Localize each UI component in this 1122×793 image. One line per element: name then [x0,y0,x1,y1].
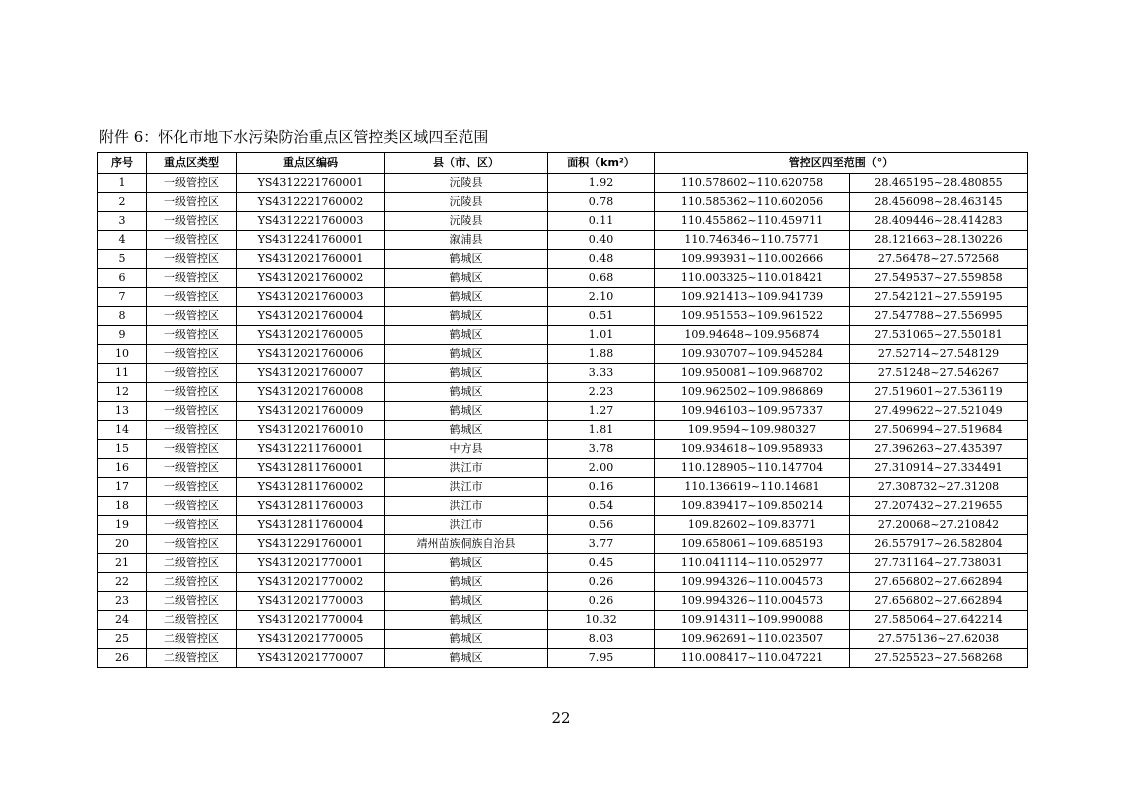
cell-county: 鹤城区 [385,345,548,364]
cell-zone-type: 一级管控区 [147,383,237,402]
cell-longitude-range: 109.9594~109.980327 [655,421,850,440]
header-county: 县（市、区） [385,153,548,174]
cell-zone-type: 一级管控区 [147,421,237,440]
cell-county: 鹤城区 [385,269,548,288]
cell-latitude-range: 28.409446~28.414283 [850,212,1028,231]
cell-index: 20 [98,535,147,554]
cell-index: 15 [98,440,147,459]
cell-index: 11 [98,364,147,383]
cell-zone-code: YS4312221760002 [237,193,385,212]
cell-zone-type: 一级管控区 [147,402,237,421]
cell-zone-code: YS4312811760001 [237,459,385,478]
cell-longitude-range: 109.658061~109.685193 [655,535,850,554]
cell-latitude-range: 27.51248~27.546267 [850,364,1028,383]
cell-area: 1.88 [548,345,655,364]
table-row [98,554,1028,573]
table-row [98,269,1028,288]
cell-county: 洪江市 [385,516,548,535]
cell-zone-code: YS4312021760010 [237,421,385,440]
cell-longitude-range: 109.994326~110.004573 [655,573,850,592]
cell-index: 24 [98,611,147,630]
cell-index: 3 [98,212,147,231]
cell-area: 0.54 [548,497,655,516]
cell-zone-type: 一级管控区 [147,497,237,516]
cell-longitude-range: 109.946103~109.957337 [655,402,850,421]
cell-index: 7 [98,288,147,307]
cell-latitude-range: 27.656802~27.662894 [850,573,1028,592]
cell-latitude-range: 27.506994~27.519684 [850,421,1028,440]
cell-index: 6 [98,269,147,288]
cell-latitude-range: 27.52714~27.548129 [850,345,1028,364]
table-row [98,611,1028,630]
cell-county: 鹤城区 [385,421,548,440]
cell-longitude-range: 109.962691~110.023507 [655,630,850,649]
cell-area: 0.26 [548,592,655,611]
cell-zone-type: 二级管控区 [147,649,237,668]
cell-latitude-range: 28.456098~28.463145 [850,193,1028,212]
cell-longitude-range: 109.82602~109.83771 [655,516,850,535]
table-row [98,459,1028,478]
cell-zone-type: 一级管控区 [147,440,237,459]
cell-index: 4 [98,231,147,250]
cell-county: 鹤城区 [385,611,548,630]
cell-latitude-range: 27.656802~27.662894 [850,592,1028,611]
cell-longitude-range: 109.914311~109.990088 [655,611,850,630]
cell-latitude-range: 27.499622~27.521049 [850,402,1028,421]
table-row [98,535,1028,554]
cell-latitude-range: 26.557917~26.582804 [850,535,1028,554]
cell-zone-code: YS4312021770007 [237,649,385,668]
cell-area: 1.81 [548,421,655,440]
cell-longitude-range: 109.921413~109.941739 [655,288,850,307]
cell-zone-code: YS4312021760001 [237,250,385,269]
cell-area: 0.51 [548,307,655,326]
cell-area: 2.00 [548,459,655,478]
cell-area: 0.26 [548,573,655,592]
cell-zone-code: YS4312811760004 [237,516,385,535]
control-zone-table [97,152,1028,668]
cell-zone-code: YS4312021760007 [237,364,385,383]
cell-area: 0.48 [548,250,655,269]
table-row [98,193,1028,212]
cell-index: 1 [98,174,147,193]
cell-longitude-range: 110.128905~110.147704 [655,459,850,478]
table-row [98,345,1028,364]
cell-area: 1.92 [548,174,655,193]
cell-zone-type: 一级管控区 [147,288,237,307]
cell-latitude-range: 27.542121~27.559195 [850,288,1028,307]
cell-index: 16 [98,459,147,478]
cell-zone-type: 一级管控区 [147,193,237,212]
cell-zone-type: 一级管控区 [147,212,237,231]
cell-longitude-range: 110.041114~110.052977 [655,554,850,573]
cell-index: 19 [98,516,147,535]
cell-zone-type: 二级管控区 [147,630,237,649]
cell-latitude-range: 27.308732~27.31208 [850,478,1028,497]
cell-index: 8 [98,307,147,326]
cell-zone-type: 一级管控区 [147,326,237,345]
cell-county: 鹤城区 [385,250,548,269]
cell-zone-type: 二级管控区 [147,611,237,630]
cell-longitude-range: 109.94648~109.956874 [655,326,850,345]
cell-index: 21 [98,554,147,573]
cell-index: 5 [98,250,147,269]
table-row [98,231,1028,250]
cell-zone-type: 一级管控区 [147,364,237,383]
cell-area: 8.03 [548,630,655,649]
cell-county: 溆浦县 [385,231,548,250]
cell-index: 25 [98,630,147,649]
cell-county: 鹤城区 [385,554,548,573]
cell-latitude-range: 27.519601~27.536119 [850,383,1028,402]
cell-latitude-range: 27.575136~27.62038 [850,630,1028,649]
cell-latitude-range: 27.547788~27.556995 [850,307,1028,326]
table-row [98,288,1028,307]
cell-county: 沅陵县 [385,174,548,193]
cell-zone-type: 二级管控区 [147,592,237,611]
table-row [98,630,1028,649]
cell-zone-code: YS4312021760008 [237,383,385,402]
table-row [98,383,1028,402]
table-row [98,649,1028,668]
cell-zone-code: YS4312021770003 [237,592,385,611]
cell-longitude-range: 110.136619~110.14681 [655,478,850,497]
cell-county: 鹤城区 [385,326,548,345]
cell-latitude-range: 27.525523~27.568268 [850,649,1028,668]
cell-latitude-range: 27.585064~27.642214 [850,611,1028,630]
cell-area: 7.95 [548,649,655,668]
cell-area: 10.32 [548,611,655,630]
cell-zone-code: YS4312241760001 [237,231,385,250]
cell-latitude-range: 27.731164~27.738031 [850,554,1028,573]
cell-zone-code: YS4312021760009 [237,402,385,421]
page-title: 附件 6：怀化市地下水污染防治重点区管控类区域四至范围 [99,128,489,146]
cell-area: 3.78 [548,440,655,459]
cell-zone-code: YS4312021770004 [237,611,385,630]
cell-index: 2 [98,193,147,212]
cell-zone-code: YS4312221760001 [237,174,385,193]
cell-latitude-range: 27.396263~27.435397 [850,440,1028,459]
cell-index: 17 [98,478,147,497]
cell-county: 洪江市 [385,478,548,497]
cell-longitude-range: 109.993931~110.002666 [655,250,850,269]
cell-latitude-range: 27.310914~27.334491 [850,459,1028,478]
page-number: 22 [551,709,571,727]
table-row [98,364,1028,383]
cell-zone-type: 一级管控区 [147,269,237,288]
cell-zone-type: 一级管控区 [147,174,237,193]
cell-zone-type: 一级管控区 [147,459,237,478]
cell-zone-type: 一级管控区 [147,535,237,554]
cell-latitude-range: 27.549537~27.559858 [850,269,1028,288]
cell-index: 26 [98,649,147,668]
cell-county: 中方县 [385,440,548,459]
cell-zone-code: YS4312021770002 [237,573,385,592]
cell-zone-code: YS4312211760001 [237,440,385,459]
cell-county: 鹤城区 [385,288,548,307]
table-row [98,402,1028,421]
cell-longitude-range: 110.746346~110.75771 [655,231,850,250]
cell-area: 0.11 [548,212,655,231]
cell-area: 2.10 [548,288,655,307]
table-row [98,212,1028,231]
cell-zone-code: YS4312021760004 [237,307,385,326]
table-row [98,497,1028,516]
cell-zone-code: YS4312021770005 [237,630,385,649]
cell-county: 鹤城区 [385,307,548,326]
table-row [98,592,1028,611]
cell-county: 鹤城区 [385,383,548,402]
cell-longitude-range: 110.008417~110.047221 [655,649,850,668]
cell-area: 3.33 [548,364,655,383]
cell-index: 18 [98,497,147,516]
cell-zone-code: YS4312291760001 [237,535,385,554]
table-row [98,307,1028,326]
cell-zone-type: 一级管控区 [147,516,237,535]
cell-county: 洪江市 [385,497,548,516]
cell-longitude-range: 109.930707~109.945284 [655,345,850,364]
cell-county: 鹤城区 [385,592,548,611]
cell-index: 23 [98,592,147,611]
table-header-row [98,153,1028,174]
cell-zone-type: 一级管控区 [147,231,237,250]
cell-area: 0.56 [548,516,655,535]
cell-latitude-range: 27.20068~27.210842 [850,516,1028,535]
cell-index: 12 [98,383,147,402]
cell-county: 鹤城区 [385,573,548,592]
cell-county: 鹤城区 [385,402,548,421]
cell-area: 0.45 [548,554,655,573]
table-row [98,250,1028,269]
cell-index: 14 [98,421,147,440]
table-row [98,174,1028,193]
cell-zone-code: YS4312021760005 [237,326,385,345]
cell-county: 沅陵县 [385,212,548,231]
cell-county: 鹤城区 [385,649,548,668]
cell-latitude-range: 28.465195~28.480855 [850,174,1028,193]
header-index: 序号 [98,153,147,174]
cell-longitude-range: 109.839417~109.850214 [655,497,850,516]
cell-index: 22 [98,573,147,592]
cell-zone-code: YS4312021760003 [237,288,385,307]
table-row [98,440,1028,459]
cell-zone-code: YS4312811760002 [237,478,385,497]
cell-longitude-range: 109.934618~109.958933 [655,440,850,459]
table-row [98,326,1028,345]
table-body [98,174,1028,668]
cell-zone-type: 一级管控区 [147,307,237,326]
cell-longitude-range: 109.994326~110.004573 [655,592,850,611]
cell-zone-type: 二级管控区 [147,573,237,592]
cell-zone-code: YS4312021760006 [237,345,385,364]
cell-area: 1.01 [548,326,655,345]
table-row [98,573,1028,592]
cell-zone-type: 一级管控区 [147,478,237,497]
cell-index: 13 [98,402,147,421]
cell-county: 鹤城区 [385,630,548,649]
cell-longitude-range: 110.455862~110.459711 [655,212,850,231]
cell-latitude-range: 27.531065~27.550181 [850,326,1028,345]
header-zone-code: 重点区编码 [237,153,385,174]
cell-longitude-range: 110.578602~110.620758 [655,174,850,193]
cell-area: 0.68 [548,269,655,288]
cell-longitude-range: 110.585362~110.602056 [655,193,850,212]
cell-latitude-range: 28.121663~28.130226 [850,231,1028,250]
header-area: 面积（km²） [548,153,655,174]
cell-longitude-range: 109.951553~109.961522 [655,307,850,326]
cell-longitude-range: 109.962502~109.986869 [655,383,850,402]
cell-index: 9 [98,326,147,345]
header-boundary-range: 管控区四至范围（°） [655,153,1028,174]
cell-area: 2.23 [548,383,655,402]
cell-zone-code: YS4312811760003 [237,497,385,516]
header-zone-type: 重点区类型 [147,153,237,174]
cell-longitude-range: 110.003325~110.018421 [655,269,850,288]
cell-county: 鹤城区 [385,364,548,383]
cell-county: 沅陵县 [385,193,548,212]
cell-zone-type: 一级管控区 [147,345,237,364]
cell-zone-type: 一级管控区 [147,250,237,269]
cell-zone-code: YS4312221760003 [237,212,385,231]
cell-county: 洪江市 [385,459,548,478]
cell-zone-type: 二级管控区 [147,554,237,573]
cell-zone-code: YS4312021760002 [237,269,385,288]
cell-zone-code: YS4312021770001 [237,554,385,573]
table-row [98,516,1028,535]
cell-latitude-range: 27.207432~27.219655 [850,497,1028,516]
table-row [98,478,1028,497]
table-row [98,421,1028,440]
cell-longitude-range: 109.950081~109.968702 [655,364,850,383]
cell-index: 10 [98,345,147,364]
cell-area: 3.77 [548,535,655,554]
cell-county: 靖州苗族侗族自治县 [385,535,548,554]
cell-area: 1.27 [548,402,655,421]
cell-area: 0.40 [548,231,655,250]
cell-area: 0.78 [548,193,655,212]
cell-latitude-range: 27.56478~27.572568 [850,250,1028,269]
cell-area: 0.16 [548,478,655,497]
